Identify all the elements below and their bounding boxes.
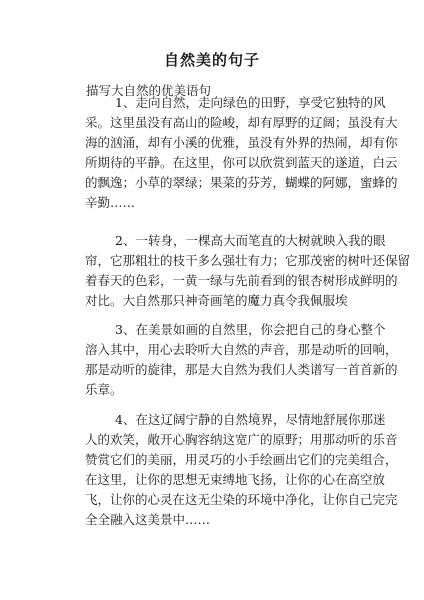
paragraph-line: 2、一转身，一棵高大而笔直的大树就映入我的眼 xyxy=(115,233,386,248)
paragraph-line: 对比。大自然那只神奇画笔的魔力真令我佩服埃 xyxy=(85,293,348,308)
paragraph-line: 海的汹涌，却有小溪的优雅，虽没有外界的热闹，却有你 xyxy=(85,135,398,150)
paragraph-line: 那是动听的旋律，那是大自然为我们人类谱写一首首新的 xyxy=(85,362,398,377)
paragraph-3 xyxy=(85,320,405,400)
paragraph-4 xyxy=(85,410,405,530)
paragraph-2 xyxy=(85,231,411,311)
paragraph-1 xyxy=(85,93,405,213)
paragraph-line: 3、在美景如画的自然里，你会把自己的身心整个 xyxy=(115,322,386,337)
paragraph-line: 全全融入这美景中…… xyxy=(85,512,211,527)
paragraph-line: 的飘逸；小草的翠绿；果菜的芬芳，蝴蝶的阿娜，蜜蜂的 xyxy=(85,175,398,190)
paragraph-line: 所期待的平静。在这里，你可以欣赏到蓝天的遂道，白云 xyxy=(85,155,398,170)
paragraph-line: 采。这里虽没有高山的险峻，却有厚野的辽阔；虽没有大 xyxy=(85,115,398,130)
paragraph-line: 赞赏它们的美丽，用灵巧的小手绘画出它们的完美组合， xyxy=(85,452,398,467)
paragraph-line: 溶入其中，用心去聆听大自然的声音，那是动听的回响， xyxy=(85,342,398,357)
paragraph-line: 乐章。 xyxy=(85,382,123,397)
page-subtitle: 描写大自然的优美语句 xyxy=(86,83,212,98)
paragraph-line: 着春天的色彩，一黄一绿与先前看到的银杏树形成鲜明的 xyxy=(85,273,398,288)
paragraph-line: 在这里，让你的思想无束缚地飞扬，让你的心在高空放 xyxy=(85,472,386,487)
page-title: 自然美的句子 xyxy=(163,51,260,69)
paragraph-line: 4、在这辽阔宁静的自然境界，尽情地舒展你那迷 xyxy=(115,412,386,427)
paragraph-line: 飞，让你的心灵在这无尘染的环境中净化，让你自己完完 xyxy=(85,492,398,507)
paragraph-line: 人的欢笑，敞开心胸容纳这宽广的原野；用那动听的乐音 xyxy=(85,432,398,447)
paragraph-line: 帘，它那粗壮的枝干多么强壮有力；它那茂密的树叶还保留 xyxy=(85,253,411,268)
paragraph-line: 1、走向自然，走向绿色的田野，享受它独特的风 xyxy=(115,95,386,110)
paragraph-line: 辛勤…… xyxy=(85,195,136,210)
